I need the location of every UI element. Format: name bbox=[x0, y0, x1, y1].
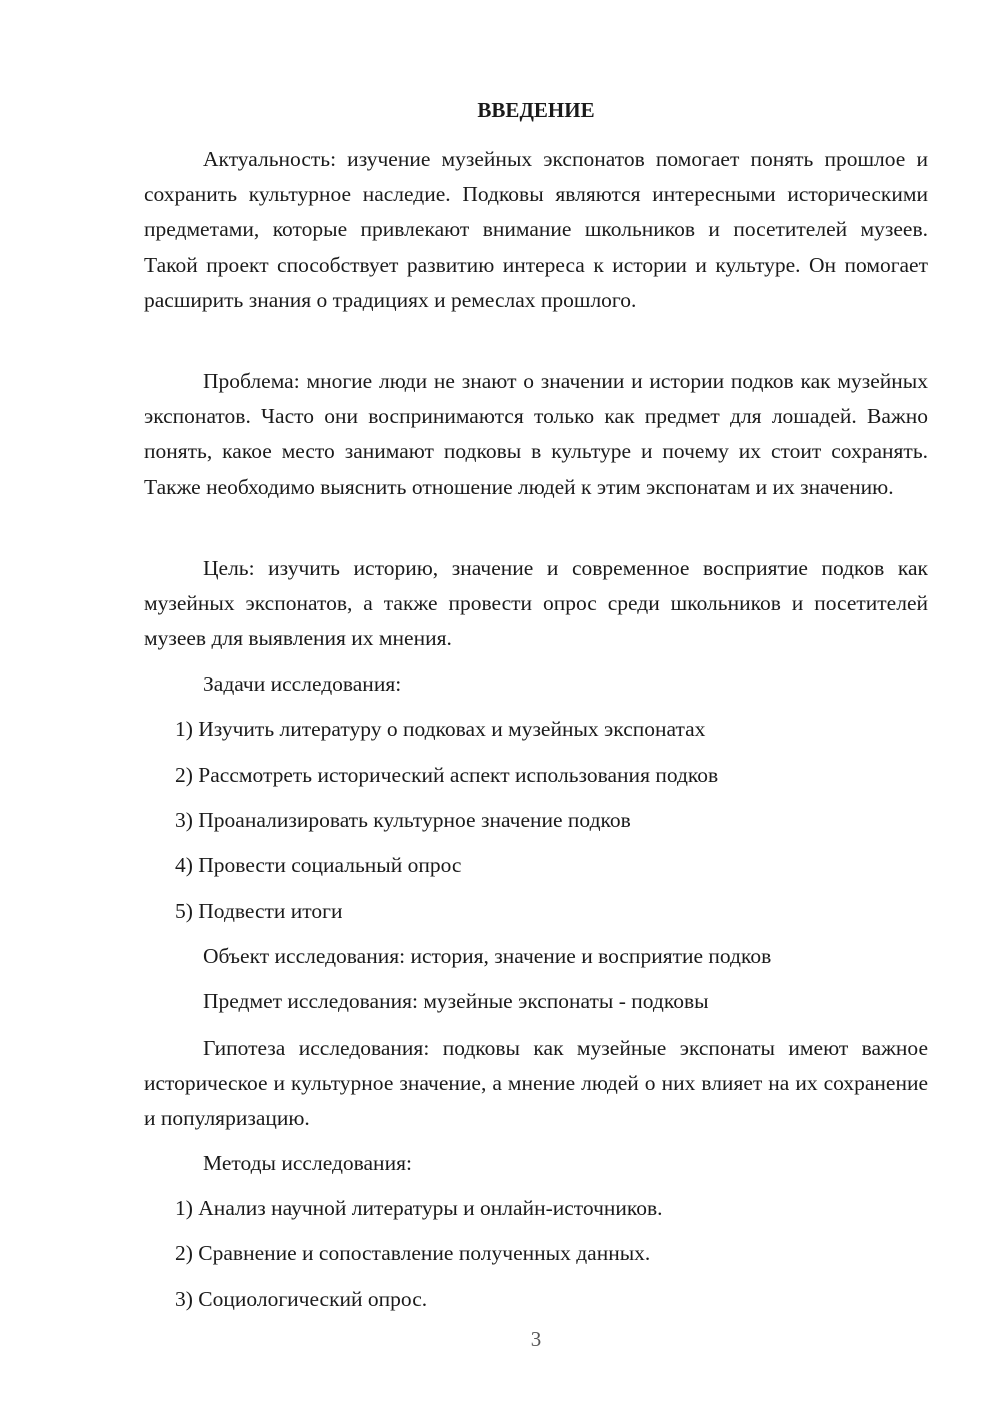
research-subject: Предмет исследования: музейные экспонаты - подковы bbox=[203, 989, 709, 1013]
tasks-heading: Задачи исследования: bbox=[203, 672, 402, 696]
methods-heading: Методы исследования: bbox=[203, 1151, 412, 1175]
paragraph-goal: Цель: изучить историю, значение и современное восприятие подков как музейных экспонатов, а также провести опрос среди школьников и посетителей музеев для выявления их мнения. bbox=[144, 556, 928, 651]
method-item: 2) Сравнение и сопоставление полученных данных. bbox=[175, 1241, 651, 1265]
paragraph-hypothesis: Гипотеза исследования: подковы как музейные экспонаты имеют важное историческое и культурное значение, а мнение людей о них влияет на их сохранение и популяризацию. bbox=[144, 1036, 928, 1131]
task-item: 2) Рассмотреть исторический аспект использования подков bbox=[175, 763, 719, 787]
task-item: 3) Проанализировать культурное значение подков bbox=[175, 808, 631, 832]
research-object: Объект исследования: история, значение и восприятие подков bbox=[203, 944, 772, 968]
paragraph-problem: Проблема: многие люди не знают о значении и истории подков как музейных экспонатов. Часто они воспринимаются только как предмет для лошадей. Важно понять, какое место занимают подковы в культуре и почему их стоит сохранять. Также необходимо выяснить отношение людей к этим экспонатам и их значению. bbox=[144, 369, 928, 499]
section-title: ВВЕДЕНИЕ bbox=[477, 98, 595, 122]
paragraph-relevance: Актуальность: изучение музейных экспонатов помогает понять прошлое и сохранить культурное наследие. Подковы являются интересными историческими предметами, которые привлекают внимание школьников и посетителей музеев. Такой проект способствует развитию интереса к истории и культуре. Он помогает расширить знания о традициях и ремеслах прошлого. bbox=[144, 147, 928, 312]
task-item: 4) Провести социальный опрос bbox=[175, 853, 462, 877]
task-item: 1) Изучить литературу о подковах и музейных экспонатах bbox=[175, 717, 706, 741]
task-item: 5) Подвести итоги bbox=[175, 899, 343, 923]
method-item: 1) Анализ научной литературы и онлайн-источников. bbox=[175, 1196, 663, 1220]
method-item: 3) Социологический опрос. bbox=[175, 1287, 428, 1311]
page-number: 3 bbox=[530, 1327, 542, 1351]
